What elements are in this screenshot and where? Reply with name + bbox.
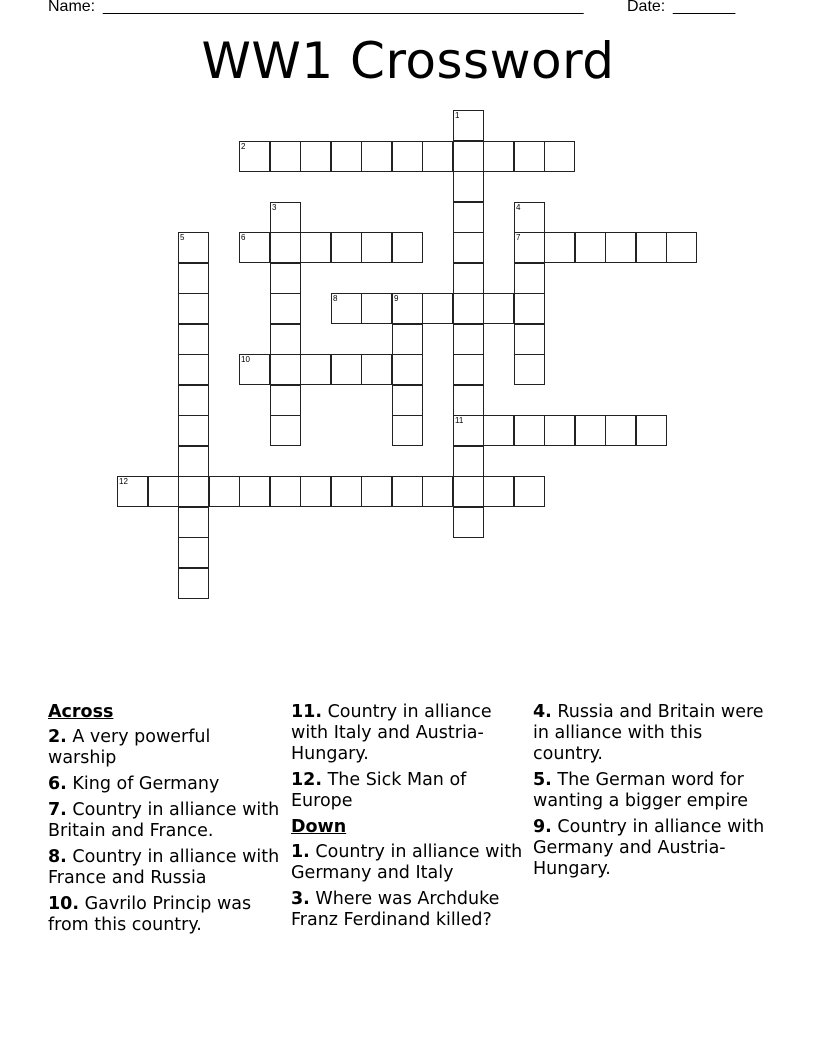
crossword-cell[interactable] [453,232,484,263]
crossword-cell[interactable] [392,415,423,446]
clue-number: 12 [119,477,128,486]
crossword-cell[interactable] [361,476,392,507]
crossword-cell[interactable] [544,141,575,172]
crossword-cell[interactable] [331,476,362,507]
clue-across-12: 12. The Sick Man of Europe [291,770,467,811]
crossword-cell[interactable] [392,385,423,416]
crossword-cell[interactable] [392,476,423,507]
crossword-cell[interactable] [514,476,545,507]
crossword-cell[interactable] [178,385,209,416]
clue-number: 9 [394,294,399,303]
crossword-cell[interactable] [514,324,545,355]
crossword-cell[interactable] [300,476,331,507]
crossword-cell[interactable] [331,293,362,324]
clues-column-1 [48,702,284,941]
crossword-cell[interactable] [666,232,697,263]
crossword-cell[interactable] [270,263,301,294]
crossword-cell[interactable] [453,476,484,507]
clue-number: 7 [516,233,521,242]
crossword-cell[interactable] [300,354,331,385]
crossword-cell[interactable] [453,141,484,172]
crossword-cell[interactable] [422,476,453,507]
crossword-cell[interactable] [544,232,575,263]
crossword-cell[interactable] [514,354,545,385]
clue-across-11: 11. Country in alliance with Italy and Austria-Hungary. [291,702,492,764]
crossword-cell[interactable] [239,232,270,263]
crossword-cell[interactable] [453,324,484,355]
clues-column-2 [291,702,527,936]
crossword-cell[interactable] [270,415,301,446]
date-label: Date: [627,0,666,15]
crossword-cell[interactable] [361,141,392,172]
crossword-cell[interactable] [300,141,331,172]
down-heading: Down [291,817,347,837]
clue-number: 3 [272,203,277,212]
crossword-cell[interactable] [392,354,423,385]
clue-across-8: 8. Country in alliance with France and Russia [48,847,280,888]
crossword-cell[interactable] [239,354,270,385]
clue-down-3: 3. Where was Archduke Franz Ferdinand killed? [291,889,500,930]
crossword-cell[interactable] [331,354,362,385]
crossword-cell[interactable] [605,232,636,263]
crossword-cell[interactable] [422,141,453,172]
crossword-cell[interactable] [514,202,545,233]
crossword-cell[interactable] [453,293,484,324]
crossword-cell[interactable] [270,354,301,385]
crossword-cell[interactable] [483,293,514,324]
crossword-cell[interactable] [483,141,514,172]
clue-across-10: 10. Gavrilo Princip was from this country. [48,894,252,935]
crossword-cell[interactable] [514,141,545,172]
crossword-cell[interactable] [178,446,209,477]
crossword-cell[interactable] [209,476,240,507]
crossword-cell[interactable] [148,476,179,507]
crossword-cell[interactable] [178,537,209,568]
clue-number: 4 [516,203,521,212]
crossword-cell[interactable] [239,476,270,507]
crossword-cell[interactable] [270,202,301,233]
crossword-cell[interactable] [483,476,514,507]
crossword-cell[interactable] [178,507,209,538]
crossword-cell[interactable] [483,415,514,446]
crossword-cell[interactable] [331,232,362,263]
crossword-cell[interactable] [392,324,423,355]
crossword-cell[interactable] [178,415,209,446]
crossword-cell[interactable] [178,293,209,324]
crossword-cell[interactable] [453,415,484,446]
crossword-cell[interactable] [117,476,148,507]
crossword-cell[interactable] [514,415,545,446]
name-field[interactable]: ______________________________________________________ [103,0,584,15]
crossword-cell[interactable] [514,293,545,324]
crossword-cell[interactable] [453,110,484,141]
crossword-cell[interactable] [178,232,209,263]
crossword-cell[interactable] [178,263,209,294]
clue-down-1: 1. Country in alliance with Germany and Italy [291,842,523,883]
crossword-cell[interactable] [422,293,453,324]
crossword-cell[interactable] [392,141,423,172]
crossword-cell[interactable] [453,171,484,202]
clue-down-5: 5. The German word for wanting a bigger empire [533,770,748,811]
crossword-cell[interactable] [270,476,301,507]
clue-number: 10 [241,355,250,364]
crossword-cell[interactable] [270,232,301,263]
crossword-cell[interactable] [331,141,362,172]
crossword-cell[interactable] [453,354,484,385]
date-field[interactable]: _______ [673,0,736,15]
clue-across-2: 2. A very powerful warship [48,727,211,768]
crossword-cell[interactable] [270,385,301,416]
crossword-cell[interactable] [300,232,331,263]
across-heading: Across [48,702,114,722]
worksheet-header [0,0,816,20]
clue-number: 5 [180,233,185,242]
crossword-cell[interactable] [636,232,667,263]
crossword-cell[interactable] [361,232,392,263]
clue-across-7: 7. Country in alliance with Britain and France. [48,800,280,841]
crossword-cell[interactable] [453,263,484,294]
crossword-cell[interactable] [178,568,209,599]
crossword-cell[interactable] [392,232,423,263]
crossword-cell[interactable] [453,385,484,416]
crossword-cell[interactable] [575,415,606,446]
crossword-cell[interactable] [270,293,301,324]
clue-number: 1 [455,111,460,120]
crossword-cell[interactable] [514,232,545,263]
clue-number: 8 [333,294,338,303]
clue-number: 2 [241,142,246,151]
crossword-cell[interactable] [178,354,209,385]
crossword-cell[interactable] [636,415,667,446]
clue-down-9: 9. Country in alliance with Germany and Austria-Hungary. [533,817,765,879]
crossword-cell[interactable] [453,202,484,233]
name-label: Name: [48,0,96,15]
crossword-cell[interactable] [178,476,209,507]
page-title: WW1 Crossword [201,32,615,90]
clue-number: 11 [455,416,464,425]
clues-column-3 [533,702,773,885]
crossword-cell[interactable] [361,354,392,385]
crossword-cell[interactable] [178,324,209,355]
crossword-cell[interactable] [239,141,270,172]
clue-number: 6 [241,233,246,242]
crossword-cell[interactable] [453,507,484,538]
crossword-cell[interactable] [270,324,301,355]
crossword-cell[interactable] [270,141,301,172]
crossword-cell[interactable] [361,293,392,324]
clue-down-4: 4. Russia and Britain were in alliance with this country. [533,702,764,764]
crossword-cell[interactable] [544,415,575,446]
crossword-cell[interactable] [392,293,423,324]
clue-across-6: 6. King of Germany [48,774,220,794]
crossword-cell[interactable] [453,446,484,477]
crossword-cell[interactable] [605,415,636,446]
crossword-cell[interactable] [514,263,545,294]
crossword-cell[interactable] [575,232,606,263]
